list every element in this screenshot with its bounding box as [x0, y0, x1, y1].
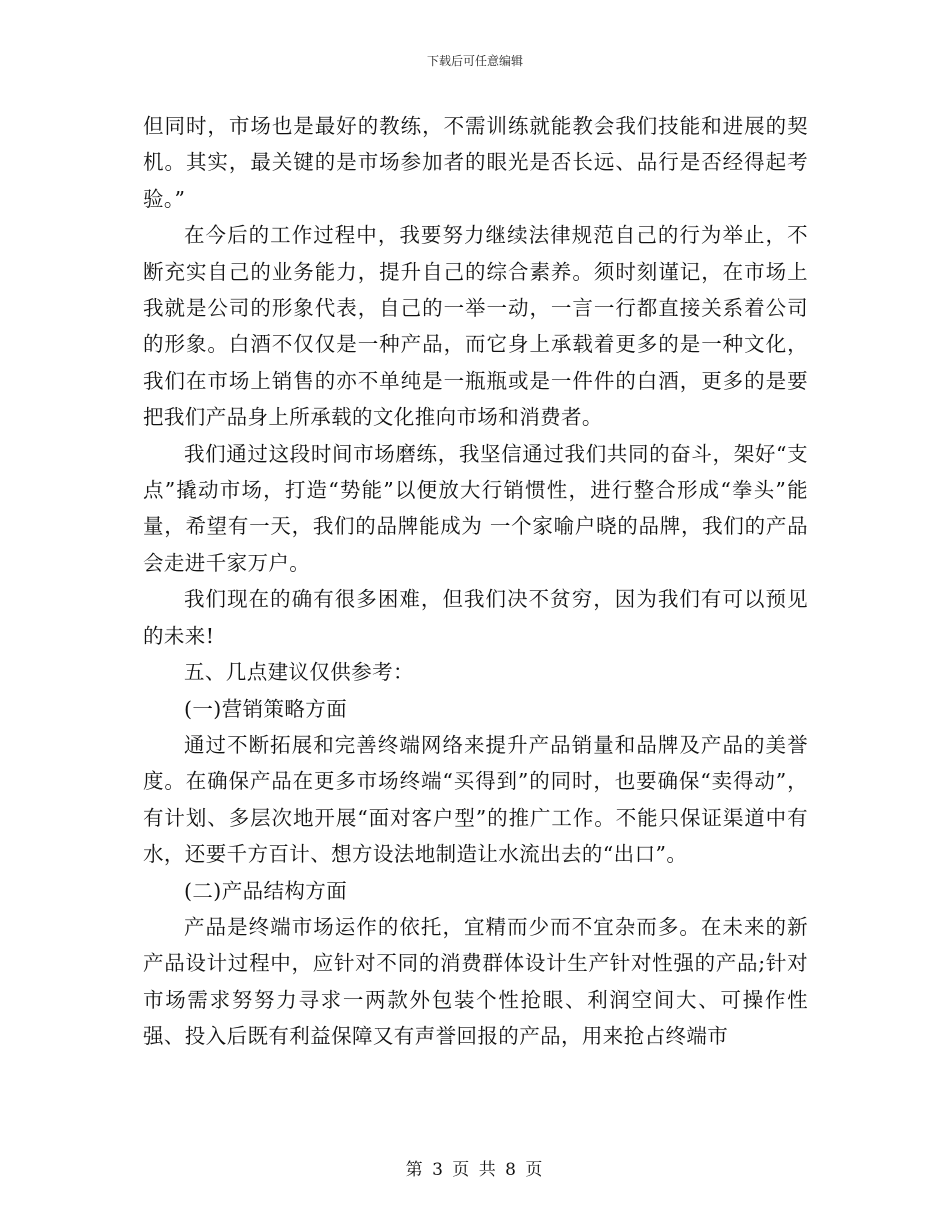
page-footer: 第 3 页 共 8 页 — [405, 1160, 545, 1180]
paragraph: 但同时，市场也是最好的教练，不需训练就能教会我们技能和进展的契机。其实，最关键的是市场参加者的眼光是否长远、品行是否经得起考验。” — [143, 114, 808, 211]
paragraph: 通过不断拓展和完善终端网络来提升产品销量和品牌及产品的美誉度。在确保产品在更多市场终端“买得到”的同时，也要确保“卖得动”，有计划、多层次地开展“面对客户型”的推广工作。不能只保证渠道中有水，还要千方百计、想方设法地制造让水流出去的“出口”。 — [143, 732, 808, 867]
document-body — [143, 108, 808, 1055]
page-header: 下载后可任意编辑 — [426, 54, 523, 68]
paragraph: 我们通过这段时间市场磨练，我坚信通过我们共同的奋斗，架好“支点”撬动市场，打造“势能”以便放大行销惯性，进行整合形成“拳头”能量，希望有一天，我们的品牌能成为 一个家喻户晓的品牌，我们的产品会走进千家万户。 — [143, 441, 808, 575]
paragraph: 我们现在的确有很多困难，但我们决不贫穷，因为我们有可以预见的未来! — [143, 587, 808, 648]
subsection-heading: (二)产品结构方面 — [184, 878, 348, 903]
section-heading: 五、几点建议仅供参考： — [184, 660, 414, 685]
subsection-heading: (一)营销策略方面 — [184, 696, 348, 721]
paragraph: 在今后的工作过程中，我要努力继续法律规范自己的行为举止，不断充实自己的业务能力，提升自己的综合素养。须时刻谨记，在市场上我就是公司的形象代表，自己的一举一动，一言一行都直接关系着公司的形象。白酒不仅仅是一种产品，而它身上承载着更多的是一种文化，我们在市场上销售的亦不单纯是一瓶瓶或是一件件的白酒，更多的是要把我们产品身上所承载的文化推向市场和消费者。 — [143, 223, 808, 430]
paragraph: 产品是终端市场运作的依托，宜精而少而不宜杂而多。在未来的新产品设计过程中，应针对不同的消费群体设计生产针对性强的产品;针对市场需求努努力寻求一两款外包装个性抢眼、利润空间大、可操作性强、投入后既有利益保障又有声誉回报的产品，用来抢占终端市 — [143, 914, 808, 1049]
